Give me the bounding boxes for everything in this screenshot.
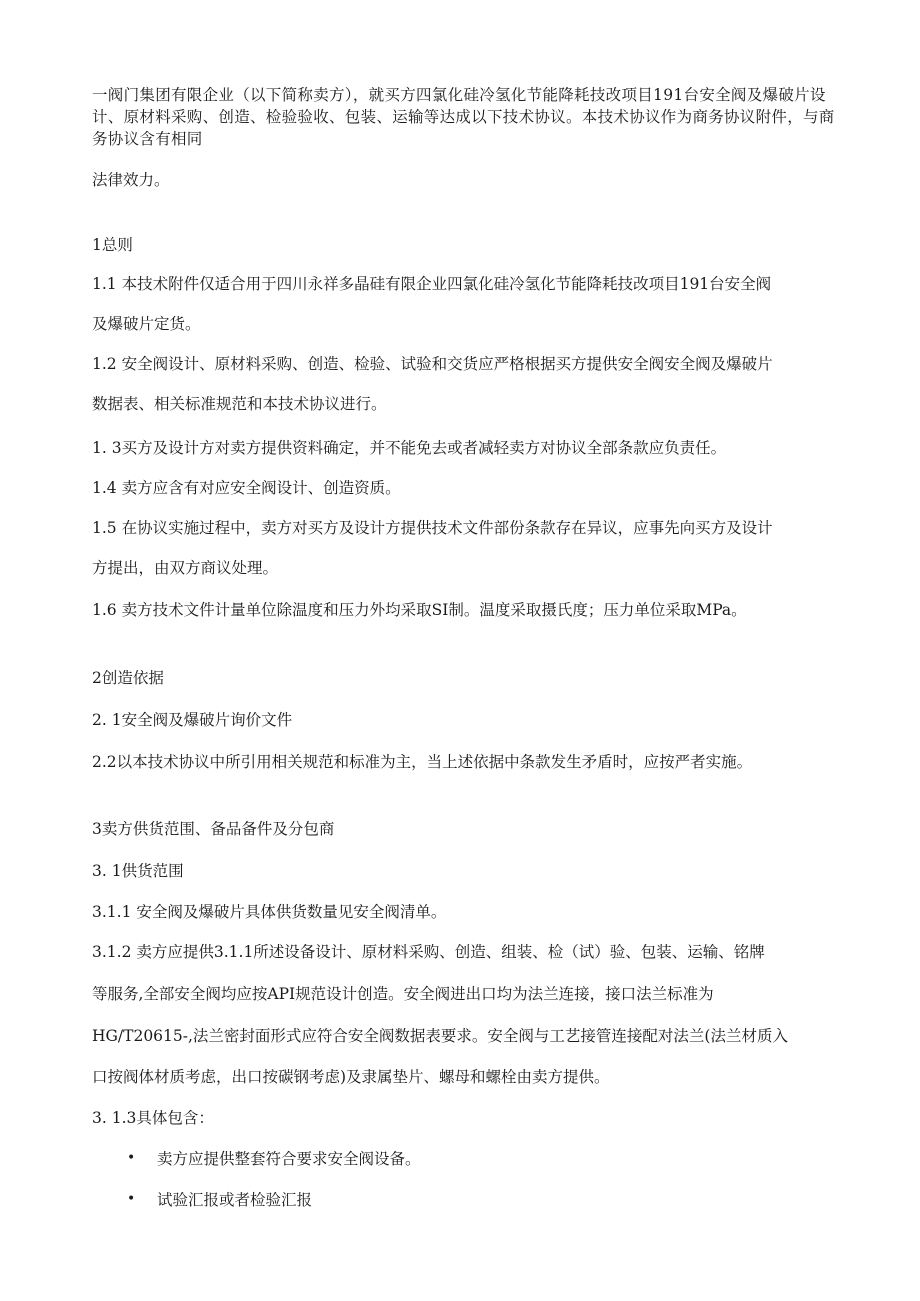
clause-1-1: 1.1 本技术附件仅适合用于四川永祥多晶硅有限企业四氯化硅冷氢化节能降耗技改项目191台安全阀 [92,275,772,293]
section-3-heading: 3卖方供货范围、备品备件及分包商 [92,820,335,838]
clause-1-5-cont: 方提出，由双方商议处理。 [92,559,279,577]
list-item: 试验汇报或者检验汇报 [157,1191,313,1209]
clause-1-1-cont: 及爆破片定货。 [92,315,201,333]
bullet-icon: • [127,1150,136,1166]
clause-3-1: 3. 1供货范围 [92,862,184,880]
clause-3-1-2-cont-2: HG/T20615-,法兰密封面形式应符合安全阀数据表要求。安全阀与工艺接管连接配对法兰(法兰材质入 [92,1027,788,1045]
clause-3-1-3: 3. 1.3具体包含： [92,1109,214,1127]
intro-paragraph: 一阀门集团有限企业（以下简称卖方），就买方四氯化硅冷氢化节能降耗技改项目191台安全阀及爆破片设计、原材料采购、创造、检验验收、包装、运输等达成以下技术协议。本技术协议作为商务协议附件，与商务协议含有相同 [92,86,835,148]
clause-2-2: 2.2以本技术协议中所引用相关规范和标准为主，当上述依据中条款发生矛盾时，应按严者实施。 [92,753,753,771]
section-2-heading: 2创造依据 [92,669,164,687]
list-item: 卖方应提供整套符合要求安全阀设备。 [157,1150,421,1168]
section-1-heading: 1总则 [92,236,133,254]
clause-1-2-cont: 数据表、相关标准规范和本技术协议进行。 [92,395,387,413]
clause-1-2: 1.2 安全阀设计、原材料采购、创造、检验、试验和交货应严格根据买方提供安全阀安全阀及爆破片 [92,355,773,373]
intro-paragraph-tail: 法律效力。 [92,171,170,189]
clause-1-6: 1.6 卖方技术文件计量单位除温度和压力外均采取SI制。温度采取摄氏度；压力单位采取MPa。 [92,601,747,619]
clause-1-3: 1. 3买方及设计方对卖方提供资料确定，并不能免去或者减轻卖方对协议全部条款应负责任。 [92,439,727,457]
bullet-icon: • [127,1191,136,1207]
clause-1-4: 1.4 卖方应含有对应安全阀设计、创造资质。 [92,479,401,497]
clause-1-5: 1.5 在协议实施过程中，卖方对买方及设计方提供技术文件部份条款存在异议，应事先向买方及设计 [92,519,773,537]
clause-3-1-2-cont-1: 等服务,全部安全阀均应按API规范设计创造。安全阀进出口均为法兰连接，接口法兰标准为 [92,985,714,1003]
clause-3-1-1: 3.1.1 安全阀及爆破片具体供货数量见安全阀清单。 [92,903,447,921]
clause-2-1: 2. 1安全阀及爆破片询价文件 [92,711,293,729]
clause-3-1-2: 3.1.2 卖方应提供3.1.1所述设备设计、原材料采购、创造、组装、检（试）验、包装、运输、铭牌 [92,943,765,961]
clause-3-1-2-cont-3: 口按阀体材质考虑，出口按碳钢考虑)及隶属垫片、螺母和螺栓由卖方提供。 [92,1068,610,1086]
